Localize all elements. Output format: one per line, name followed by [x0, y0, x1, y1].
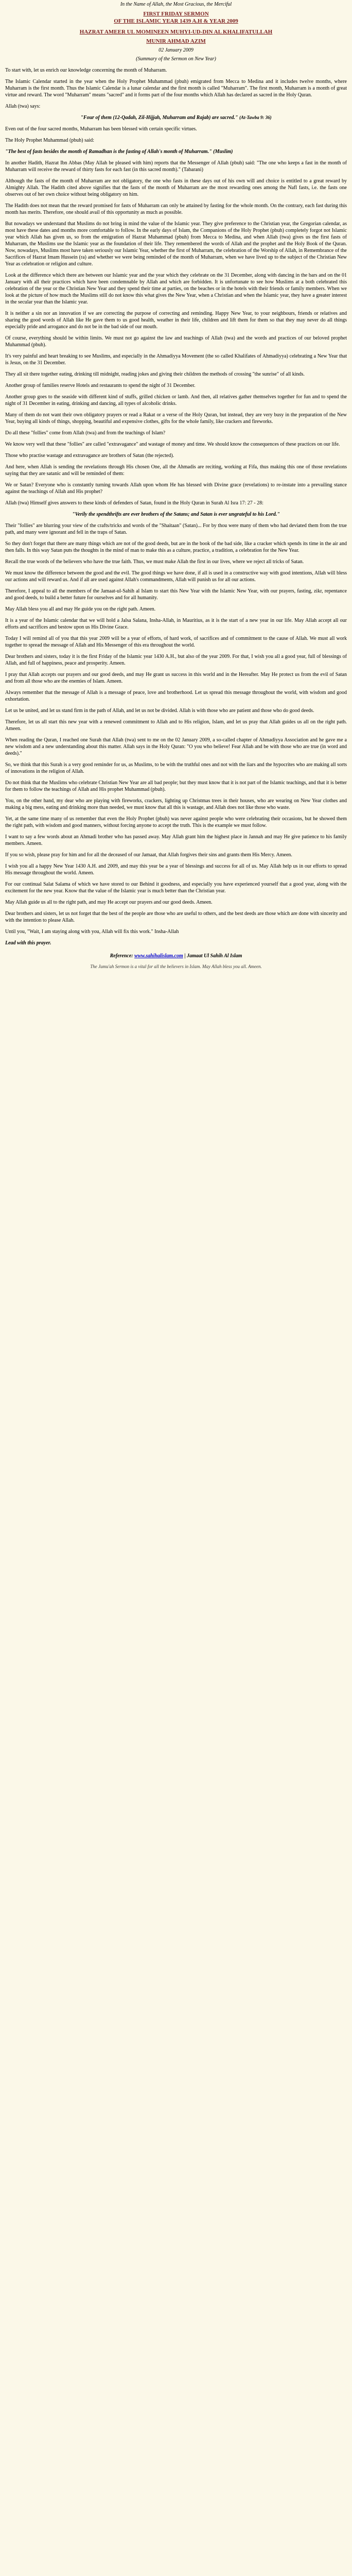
sermon-body — [5, 67, 347, 970]
paragraph: Those who practise wastage and extravagance are brothers of Satan (the rejected). — [5, 453, 174, 459]
paragraph: If you so wish, please pray for him and for all the deceased of our Jamaat, that Allah forgives their sins and grants them His Mercy. Ameen. — [5, 852, 292, 858]
paragraph: They all sit there together eating, drinking till midnight, reading jokes and giving their children the methods of crossing "the sunrise" of all kinds. — [5, 371, 305, 377]
quran-quote — [5, 114, 347, 121]
sermon-credit: (Summary of the Sermon on New Year) — [136, 56, 216, 62]
paragraph: Another group of families reserve Hotels and restaurants to spend the night of 31 December. — [5, 383, 196, 388]
paragraph: The Holy Prophet Muhammad (pbuh) said: — [5, 138, 95, 143]
paragraph: Allah (twa) Himself gives answers to these kinds of defenders of Satan, found in the Holy Quran in Surah Al Isra 17: 27 - 28: — [5, 500, 263, 506]
paragraph: Yet, at the same time many of us remember that even the Holy Prophet (pbuh) was never against people who were celebrating their occasions, but he showed them the right path, with wisdom and good manners, without forcing anyone to accept the truth. This is the example we must follow. — [5, 816, 347, 828]
hadith-quote: "The best of fasts besides the month of Ramadhan is the fasting of Allah's month of Muharram." (Muslim) — [5, 149, 233, 155]
paragraph: Although the fasts of the month of Muharram are not obligatory, the one who fasts in these days out of his own will and choice is entitled to a great reward by Almighty Allah. The Hadith cited above signifies that the fasts of the month of Muharram are the most rewarding ones among the Nafl fasts, i.e. the fasts one observes out of her own choice without being obligatory on him. — [5, 178, 347, 197]
paragraph: Of course, everything should be within limits. We must not go against the law and teachings of Allah (twa) and the words and practices of our beloved prophet Muhammad (pbuh). — [5, 335, 347, 348]
paragraph: And here, when Allah is sending the revelations through His chosen One, all the Ahmadis are reciting, working at Fifa, thus making this one of those revelations saying that they are satanic and will be reminded of them: — [5, 464, 347, 477]
paragraph: We or Satan? Everyone who is constantly turning towards Allah upon whom He has blessed with Divine grace (revelations) to re-instate into a prevailing stance against the teachings of Allah and His prophet? — [5, 482, 347, 495]
paragraph: You, on the other hand, my dear who are playing with fireworks, crackers, lighting up Christmas trees in their houses, who are wearing on New Year clothes and making a big mess, eating and drinking more than needed, we must know that all this is wastage, and Allah does not like those who waste. — [5, 798, 347, 810]
paragraph: I want to say a few words about an Ahmadi brother who has passed away. May Allah grant him the highest place in Jannah and may He give patience to his family members. Ameen. — [5, 834, 347, 846]
quote-reference: (At-Tawba 9: 36) — [239, 115, 272, 120]
paragraph: Dear brothers and sisters, let us not forget that the best of the people are those who are useful to others, and the best deeds are those which are done with sincerity and with the intention to please Allah. — [5, 911, 347, 923]
closing-line: Lead with this prayer. — [5, 940, 51, 946]
quote-text: "Four of them (12-Qadah, Zil-Hijjah, Muharram and Rajab) are sacred." — [80, 115, 238, 121]
paragraph: Always remember that the message of Allah is a message of peace, love and brotherhood. Let us spread this message throughout the world, with wisdom and good exhortation. — [5, 690, 347, 702]
paragraph: We must know the difference between the good and the evil. The good things we have done, if all is used in a constructive way with good intentions, Allah will bless our actions and will reward us. And if all are used against Allah's commandments, Allah will punish us for all our actions. — [5, 570, 347, 583]
paragraph: We know very well that these "follies" are called "extravagance" and wastage of money and time. We should know the consequences of these practices on our life. — [5, 442, 340, 447]
paragraph: When reading the Quran, I reached one Surah that Allah (twa) sent to me on the 02 January 2009, a so-called chapter of Ahmadiyya Association and he gave me a new wisdom and a new understanding about this matter. Allah says in the Holy Quran: "O you who believe! Fear Allah and be with those who are true (in word and deeds)." — [5, 737, 347, 756]
paragraph: Do all these "follies" come from Allah (twa) and from the teachings of Islam? — [5, 430, 166, 436]
paragraph: May Allah guide us all to the right path, and may He accept our prayers and our good deeds. Ameen. — [5, 900, 213, 905]
paragraph: It is neither a sin nor an innovation if we are correcting the purpose of correcting and reminding. Happy New Year, to your neighbours, friends or relatives and sharing the good words of Allah like He gave them to us good health, weather in their life, children and lift them for them so that they may never do all things especially pride and arrogance and do not be in the bad side of our mouth. — [5, 311, 347, 330]
paragraph: The Hadith does not mean that the reward promised for fasts of Muharram can only be attained by fasting for the whole month. On the contrary, each fast during this month has merits. Therefore, one should avail of this opportunity as much as possible. — [5, 203, 347, 215]
footer-caption: The Jumu'ah Sermon is a vital for all the believers in Islam. May Allah bless you all. Ameen. — [90, 964, 262, 969]
paragraph: To start with, let us enrich our knowledge concerning the month of Muharram. — [5, 67, 167, 73]
paragraph: Therefore, I appeal to all the members of the Jamaat-ul-Sahih al Islam to start this New Year with the Islamic New Year, with our prayers, fasting, zikr, repentance and good deeds, to build a better future for ourselves and for all humanity. — [5, 588, 347, 601]
paragraph: Look at the difference which there are between our Islamic year and the year which they celebrate on the 31 December, along with dancing in the bars and on the 01 January with all their practices which have been condemnable by Allah and which are forbidden. It is unfortunate to see how Muslims at a both celebrated this celebration of the year or the Christian New Year and they spend their time at parties, on the beaches or in the hotels with their friends or family members. When we look at the picture of how much the Muslims still do not know this what gives the New Year, when a Christian and when the Islamic year, they have a greater interest in the secular year than the Islamic year. — [5, 273, 347, 305]
paragraph: Even out of the four sacred months, Muharram has been blessed with certain specific virtues. — [5, 126, 197, 132]
sermon-date: 02 January 2009 — [159, 47, 193, 53]
paragraph: Recall the true words of the believers who have the true faith. Thus, we must make Allah the first in our lives, where we reject all tricks of Satan. — [5, 559, 304, 565]
paragraph: Allah (twa) says: — [5, 104, 41, 109]
paragraph: Another group goes to the seaside with different kind of stuffs, grilled chicken or lamb. And then, all relatives gather themselves together for fun and to spend the night of 31 December in eating, drinking and dancing, all types of alcoholic drinks. — [5, 394, 347, 406]
website-link[interactable]: www.sahihalislam.com — [134, 953, 183, 959]
paragraph: Therefore, let us all start this new year with a renewed commitment to Allah and to His religion, Islam, and let us pray that Allah guides us all on the right path. Ameen. — [5, 719, 347, 732]
paragraph: It is a year of the Islamic calendar that we will hold a Jalsa Salana, Insha-Allah, in Mauritius, as it is the start of a new year in our life. May Allah accept all our efforts and sacrifices and bestow upon us His Divine Grace. — [5, 618, 347, 630]
sermon-title-line2: OF THE ISLAMIC YEAR 1439 A.H & YEAR 2009 — [114, 18, 238, 24]
paragraph: But nowadays we understand that Muslims do not bring in mind the value of the Islamic year. They give preference to the Christian year, the Gregorian calendar, as most have these dates and months more comfortable to follow. In the early days of Islam, the Companions of the Holy Prophet (pbuh) completely forgot not Islamic year which Allah has given us, so from the emigration of Hazrat Muhammad (pbuh) from Mecca to Medina, and when Allah (twa) gives us the first fasts of Muharram, the Muslims use the Islamic year as the foundation of their life. They remembered the words of Allah and the prophet and the Holy Book of the Quran. Now, nowadays, Muslims most have taken seriously our Islamic Year, whether the first of Muharram, the celebration of the Worship of Allah, in Remembrance of the Sacrifices of Hazrat Imam Hussein (ra) and whether we were being reminded of the month of Muharram, when we have lived up to the subject of the Christian New Year as celebration or religion and culture. — [5, 221, 347, 267]
paragraph: Let us be united, and let us stand firm in the path of Allah, and let us not be divided. Allah is with those who are patient and those who do good deeds. — [5, 708, 314, 714]
paragraph: Their "follies" are blurring your view of the crafts/tricks and words of the "Shaitaan" (Satan)... For by thou were many of them who had deviated them from the true path, and many were ignorant and fell in the traps of Satan. — [5, 523, 347, 535]
paragraph: Many of them do not want their own obligatory prayers or read a Rakat or a verse of the Holy Quran, but instead, they are very busy in the preparation of the New Year, buying all kinds of things, shopping, beautiful and expensive clothes, gifts for the whole family, like crackers and fireworks. — [5, 412, 347, 425]
paragraph: Today I will remind all of you that this year 2009 will be a year of efforts, of hard work, of sacrifices and of commitment to the cause of Allah. We must all work together to spread the message of Allah and His Messenger of this era throughout the world. — [5, 636, 347, 648]
paragraph: The Islamic Calendar started in the year when the Holy Prophet Muhammad (pbuh) emigrated from Mecca to Medina and it includes twelve months, where Muharram is the first month. Thus the Islamic Calendar is a lunar calendar and the first month is called "Muharram". The first month, Muharram is a month of great virtue and reward. The word "Muharram" means "sacred" and it forms part of the four months which Allah has declared as sacred in the Holy Quran. — [5, 79, 347, 98]
paragraph: I wish you all a happy New Year 1430 A.H. and 2009, and may this year be a year of blessings and success for all of us. May Allah help us in our efforts to spread His message throughout the world. Ameen. — [5, 863, 347, 876]
paragraph: In another Hadith, Hazrat Ibn Abbas (May Allah be pleased with him) reports that the Messenger of Allah (pbuh) said: "The one who keeps a fast in the month of Muharram will receive the reward of thirty fasts for each fast (in this sacred month)." (Tabarani) — [5, 160, 347, 173]
paragraph: Dear brothers and sisters, today it is the first Friday of the Islamic year 1430 A.H., but also of the year 2009. For that, I wish you all a good year, full of blessings of Allah, and full of happiness, peace and prosperity. Ameen. — [5, 654, 347, 666]
paragraph: For our continual Salat Salama of which we have stored to our Behind it goodness, and especially you have experienced yourself that a good year, along with the excitement for the new year. Know that the value of the Islamic year is much better than the Christian year. — [5, 882, 347, 894]
paragraph: So they don't forget that there are many things which are not of the good deeds, but are in the book of the bad side, like a cracker which spends its time in the air and then falls. In this way Satan puts the thoughts in the mind of man to make this as a culture, practice, a tradition, a celebration for the New Year. — [5, 541, 347, 553]
reference-suffix: | Jamaat Ul Sahih Al Islam — [184, 953, 242, 959]
paragraph: May Allah bless you all and may He guide you on the right path. Ameen. — [5, 606, 156, 612]
quran-quote: "Verily the spendthrifts are ever brothers of the Satans; and Satan is ever ungrateful to his Lord." — [72, 512, 280, 517]
reference-note — [5, 953, 347, 959]
paragraph: So, we think that this Surah is a very good reminder for us, as Muslims, to be with the truthful ones and not with the liars and the hypocrites who are making all sorts of innovations in the religion of Allah. — [5, 762, 347, 774]
speaker-title: HAZRAT AMEER UL MOMINEEN MUHYI-UD-DIN AL KHALIFATULLAH — [79, 29, 273, 35]
speaker-name: MUNIR AHMAD AZIM — [146, 38, 206, 44]
sermon-title: FIRST FRIDAY SERMON — [143, 11, 209, 17]
paragraph: Until you, "Wait, I am staying along with you, Allah will fix this work." Insha-Allah — [5, 929, 179, 935]
paragraph: Do not think that the Muslims who celebrate Christian New Year are all bad people; but they must know that it is not part of the Islamic teachings, and that it is better for them to follow the teachings of Allah and His prophet Muhammad (pbuh). — [5, 780, 347, 792]
paragraph: I pray that Allah accepts our prayers and our good deeds, and may He grant us success in this world and in the Hereafter. May He protect us from the evil of Satan and from all those who are the enemies of Islam. Ameen. — [5, 672, 347, 684]
paragraph: It's very painful and heart breaking to see Muslims, and especially in the Ahmadiyya Movement (the so called Khalifates of Ahmadiyya) celebrating a New Year that is Jesus, on the 31 December. — [5, 353, 347, 366]
reference-prefix: Reference: — [110, 953, 133, 959]
basmala-note: In the Name of Allah, the Most Gracious, the Merciful — [120, 2, 232, 7]
